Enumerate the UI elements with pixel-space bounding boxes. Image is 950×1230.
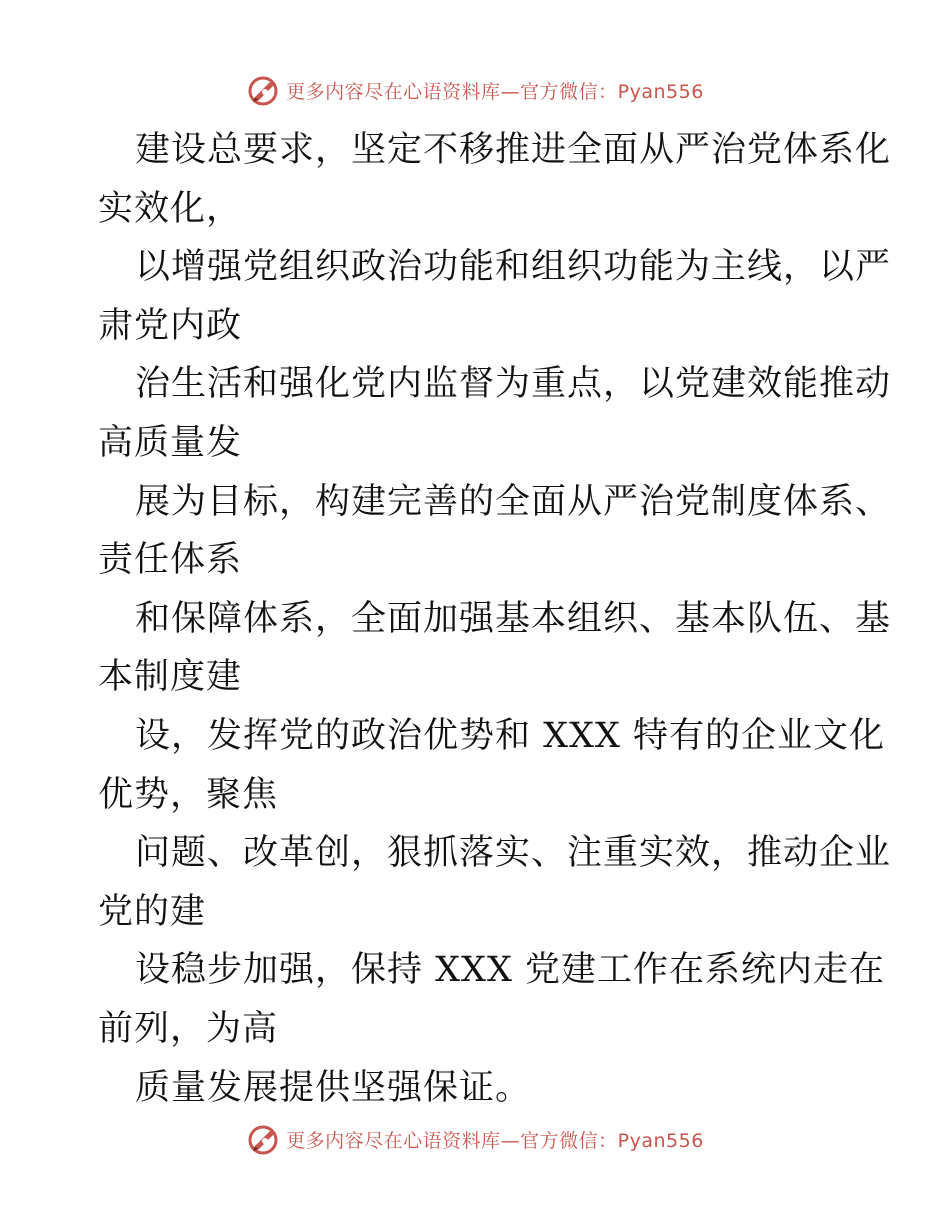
text-line: 设稳步加强，保持 XXX 党建工作在系统内走在 — [135, 950, 886, 991]
text-line: 问题、改革创，狠抓落实、注重实效，推动企业 — [135, 833, 892, 874]
text-line: 责任体系 — [98, 540, 243, 581]
pen-logo-icon — [246, 73, 280, 107]
text-line: 和保障体系，全面加强基本组织、基本队伍、基 — [135, 598, 892, 639]
text-line: 高质量发 — [98, 422, 243, 463]
pen-logo-icon — [246, 1122, 280, 1156]
text-line: 前列，为高 — [98, 1008, 279, 1049]
text-line: 肃党内政 — [98, 305, 243, 346]
text-line: 以增强党组织政治功能和组织功能为主线，以严 — [135, 247, 892, 288]
watermark-text: 更多内容尽在心语资料库—官方微信：Pyan556 — [286, 80, 704, 103]
text-line: 党的建 — [98, 891, 207, 932]
watermark-text: 更多内容尽在心语资料库—官方微信：Pyan556 — [286, 1129, 704, 1152]
text-line: 实效化， — [98, 188, 243, 229]
text-line: 建设总要求，坚定不移推进全面从严治党体系化 — [135, 130, 892, 170]
text-line: 治生活和强化党内监督为重点，以党建效能推动 — [135, 364, 892, 405]
footer-watermark — [0, 1122, 950, 1156]
document-body — [98, 121, 892, 1117]
text-line: 设，发挥党的政治优势和 XXX 特有的企业文化 — [135, 715, 886, 756]
header-watermark — [0, 73, 950, 107]
text-line: 质量发展提供坚强保证。 — [135, 1067, 532, 1108]
text-line: 优势，聚焦 — [98, 774, 279, 815]
text-line: 展为目标，构建完善的全面从严治党制度体系、 — [135, 481, 892, 522]
text-line: 本制度建 — [98, 657, 243, 698]
